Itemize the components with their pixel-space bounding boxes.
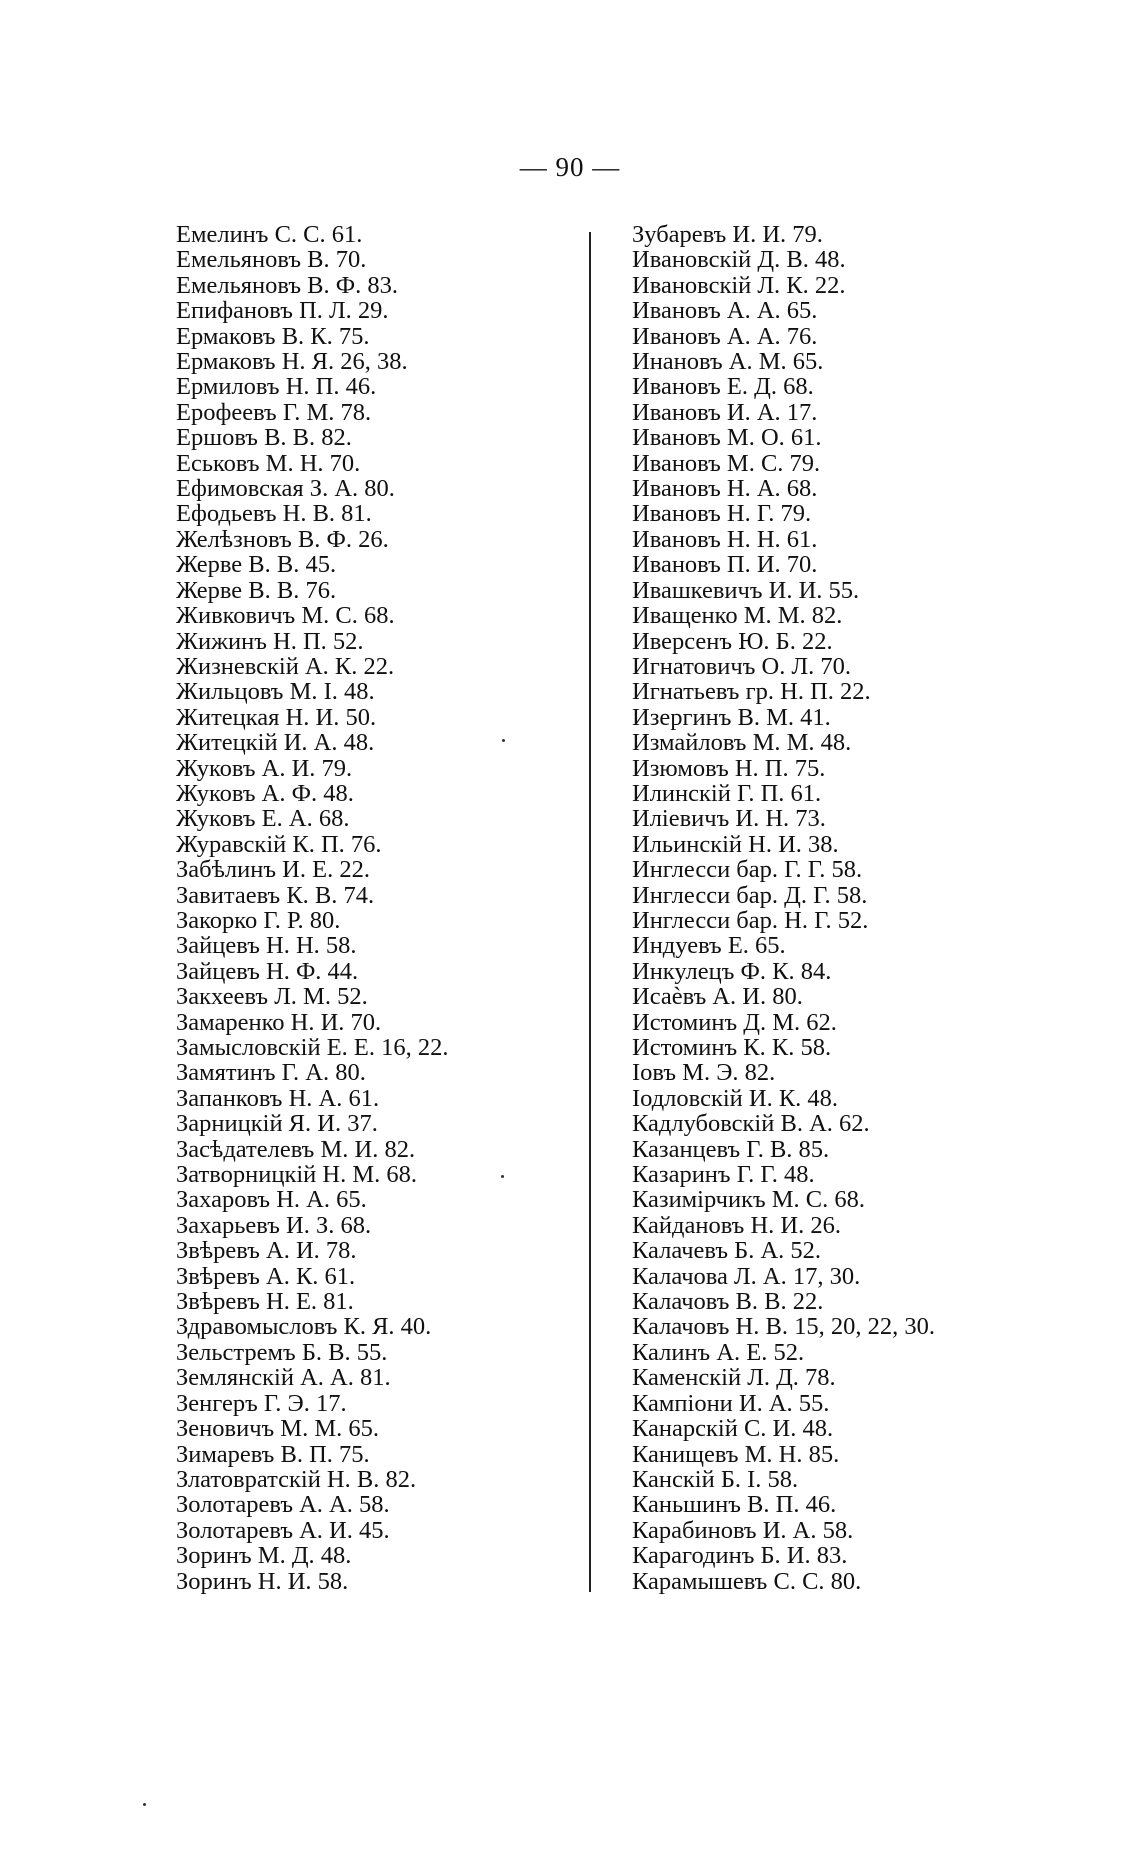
index-entry: Истоминъ Д. М. 62. [632,1008,837,1036]
index-entry: Живковичъ М. С. 68. [176,602,395,630]
index-entry: Замысловскій Е. Е. 16, 22. [176,1034,449,1061]
index-entry: Ильинскій Н. И. 38. [632,830,839,858]
index-entry: Золотаревъ А. И. 45. [176,1516,390,1544]
index-entry: Истоминъ К. К. 58. [632,1034,832,1061]
index-entry: Жерве В. В. 76. [176,576,337,604]
index-entry: Игнатьевъ гр. Н. П. 22. [632,678,871,706]
index-entry: Зеновичъ М. М. 65. [176,1415,379,1443]
index-entry: Іодловскій И. К. 48. [632,1084,839,1112]
index-entry: Канищевъ М. Н. 85. [632,1440,840,1468]
index-entry: Казимірчикъ М. С. 68. [632,1186,866,1214]
index-entry: Инглесси бар. Г. Г. 58. [632,856,863,884]
index-entry: Емельяновъ В. Ф. 83. [176,271,398,299]
index-entry: Ивановъ А. А. 76. [632,322,818,350]
index-entry: Зоринъ М. Д. 48. [176,1542,352,1570]
index-entry: Кампіони И. А. 55. [632,1389,830,1417]
index-entry: Ермаковъ В. К. 75. [176,322,370,350]
index-entry: Ивановъ П. И. 70. [632,551,818,579]
index-entry: Желѣзновъ В. Ф. 26. [176,525,389,553]
index-entry: Карабиновъ И. А. 58. [632,1516,854,1544]
index-entry: Жуковъ А. И. 79. [176,754,353,782]
index-entry: Зайцевъ Н. Ф. 44. [176,957,359,985]
index-entry: Илинскій Г. П. 61. [632,779,822,807]
index-entry: Инкулецъ Ф. К. 84. [632,957,832,985]
index-entry: Кайдановъ Н. И. 26. [632,1211,841,1239]
index-entry: Измайловъ М. М. 48. [632,729,852,757]
index-entry: Епифановъ П. Л. 29. [176,297,389,325]
index-entry: Инглесси бар. Д. Г. 58. [632,881,868,909]
index-entry: Ершовъ В. В. 82. [176,424,352,452]
index-entry: Емельяновъ В. 70. [176,246,367,274]
index-entry: Забѣлинъ И. Е. 22. [176,856,370,884]
index-entry: Ивановскій Д. В. 48. [632,246,846,274]
index-entry: Карагодинъ Б. И. 83. [632,1542,848,1570]
index-entry: Жуковъ Е. А. 68. [176,805,350,833]
index-entry: Захаровъ Н. А. 65. [176,1186,367,1214]
index-entry: Каньшинъ В. П. 46. [632,1491,837,1519]
index-entry: Затворницкій Н. М. 68. [176,1161,418,1189]
index-entry: Калачовъ Н. В. 15, 20, 22, 30. [632,1313,935,1341]
index-entry: Иліевичъ И. Н. 73. [632,805,826,833]
index-entry: Закорко Г. Р. 80. [176,906,341,934]
index-entry: Жильцовъ М. І. 48. [176,678,375,706]
index-entry: Зельстремъ Б. В. 55. [176,1338,388,1366]
index-entry: Житецкій И. А. 48. [176,729,375,757]
index-entry: Инановъ А. М. 65. [632,348,824,376]
index-entry: Зимаревъ В. П. 75. [176,1440,370,1468]
index-entry: Звѣревъ А. К. 61. [176,1262,356,1290]
index-entry: Ефимовская З. А. 80. [176,475,395,503]
index-entry: Калачевъ Б. А. 52. [632,1237,822,1265]
index-entry: Калинъ А. Е. 52. [632,1338,805,1366]
index-entry: Индуевъ Е. 65. [632,932,786,960]
print-speck [502,739,505,742]
index-entry: Ивановъ А. А. 65. [632,297,818,325]
page-number: — 90 — [519,152,621,182]
index-entry: Звѣревъ Н. Е. 81. [176,1288,354,1316]
index-entry: Инглесси бар. Н. Г. 52. [632,906,869,934]
index-entry: Зарницкій Я. И. 37. [176,1110,378,1138]
index-entry: Калачова Л. А. 17, 30. [632,1262,861,1290]
index-entry: Замаренко Н. И. 70. [176,1008,382,1036]
index-entry: Изюмовъ Н. П. 75. [632,754,826,782]
index-entry: Здравомысловъ К. Я. 40. [176,1313,432,1341]
index-entry: Замятинъ Г. А. 80. [176,1059,366,1087]
index-entry: Жижинъ Н. П. 52. [176,627,364,655]
index-entry: Иващенко М. М. 82. [632,602,843,630]
index-entry: Карамышевъ С. С. 80. [632,1567,862,1595]
index-entry: Закхеевъ Л. М. 52. [176,983,368,1011]
index-entry: Ивановъ Е. Д. 68. [632,373,814,401]
index-entry: Ивановъ Н. Г. 79. [632,500,812,528]
index-entry: Запанковъ Н. А. 61. [176,1084,380,1112]
index-entry: Ивановскій Л. К. 22. [632,271,846,299]
index-entry: Ивановъ Н. Н. 61. [632,525,818,553]
index-entry: Ивановъ Н. А. 68. [632,475,818,503]
index-entry: Зайцевъ Н. Н. 58. [176,932,357,960]
index-entry: Казанцевъ Г. В. 85. [632,1135,830,1163]
index-entry: Изергинъ В. М. 41. [632,703,831,731]
index-entry: Канскій Б. І. 58. [632,1465,799,1493]
index-entry: Звѣревъ А. И. 78. [176,1237,357,1265]
index-entry: Журавскій К. П. 76. [176,830,382,858]
index-entry: Иверсенъ Ю. Б. 22. [632,627,833,655]
index-entry: Казаринъ Г. Г. 48. [632,1161,815,1189]
index-entry: Житецкая Н. И. 50. [176,703,377,731]
index-entry: Жуковъ А. Ф. 48. [176,779,354,807]
index-entry: Засѣдателевъ М. И. 82. [176,1135,416,1163]
index-entry: Игнатовичъ О. Л. 70. [632,652,851,680]
index-entry: Захарьевъ И. З. 68. [176,1211,372,1239]
column-divider [589,232,591,1592]
index-entry: Ермиловъ Н. П. 46. [176,373,377,401]
index-entry: Еськовъ М. Н. 70. [176,449,361,477]
left-index-column [176,222,449,1594]
index-entry: Калачовъ В. В. 22. [632,1288,824,1316]
index-entry: Емелинъ С. С. 61. [176,221,363,248]
index-entry: Ивановъ М. О. 61. [632,424,822,452]
index-entry: Золотаревъ А. А. 58. [176,1491,390,1519]
index-entry: Кадлубовскій В. А. 62. [632,1110,870,1138]
index-entry: Канарскій С. И. 48. [632,1415,834,1443]
index-entry: Ивановъ М. С. 79. [632,449,821,477]
index-entry: Златовратскій Н. В. 82. [176,1465,417,1493]
index-entry: Завитаевъ К. В. 74. [176,881,375,909]
index-entry: Ефодьевъ Н. В. 81. [176,500,372,528]
right-index-column [632,222,935,1594]
index-entry: Каменскій Л. Д. 78. [632,1364,836,1392]
index-entry: Зоринъ Н. И. 58. [176,1567,349,1595]
index-entry: Жизневскій А. К. 22. [176,652,395,680]
index-entry: Жерве В. В. 45. [176,551,337,579]
index-entry: Ермаковъ Н. Я. 26, 38. [176,348,408,376]
index-entry: Зубаревъ И. И. 79. [632,221,823,248]
print-speck [143,1803,146,1806]
index-entry: Ивановъ И. А. 17. [632,398,818,426]
index-entry: Іовъ М. Э. 82. [632,1059,776,1087]
index-entry: Землянскій А. А. 81. [176,1364,391,1392]
index-entry: Ерофеевъ Г. М. 78. [176,398,372,426]
index-entry: Ивашкевичъ И. И. 55. [632,576,860,604]
index-entry: Исаѐвъ А. И. 80. [632,983,803,1011]
index-entry: Зенгеръ Г. Э. 17. [176,1389,347,1417]
print-speck [501,1175,504,1178]
